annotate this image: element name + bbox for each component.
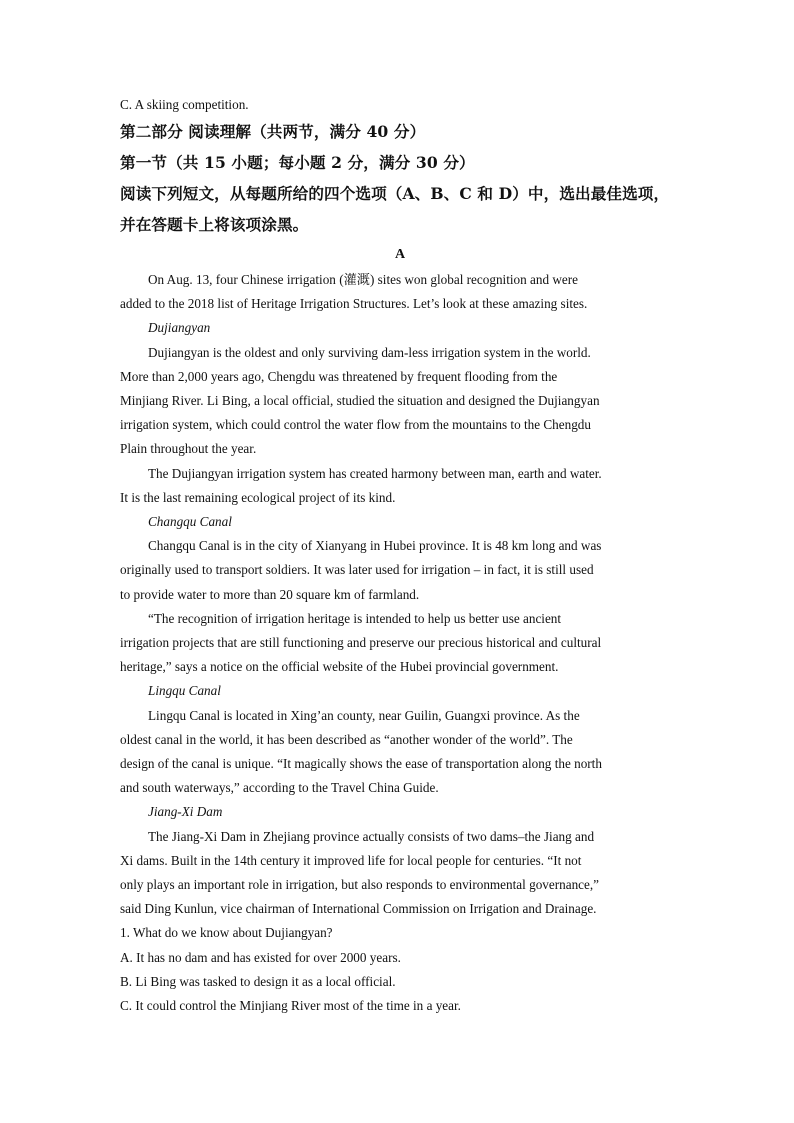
section-changqu <box>120 510 680 679</box>
paragraph-line: added to the 2018 list of Heritage Irrigation Structures. Let’s look at these amazing sites. <box>120 296 588 312</box>
paragraph-line: Dujiangyan is the oldest and only surviving dam-less irrigation system in the world. <box>148 344 591 360</box>
option-c: C. It could control the Minjiang River most of the time in a year. <box>120 998 461 1014</box>
paragraph-line: It is the last remaining ecological project of its kind. <box>120 489 396 505</box>
paragraph-line: to provide water to more than 20 square km of farmland. <box>120 586 420 602</box>
paragraph-line: On Aug. 13, four Chinese irrigation (灌溉) sites won global recognition and were <box>148 272 578 287</box>
question-stem: 1. What do we know about Dujiangyan? <box>120 925 333 941</box>
passage-intro <box>120 268 680 316</box>
exam-page <box>120 94 680 1018</box>
paragraph-line: “The recognition of irrigation heritage is intended to help us better use ancient <box>148 610 562 626</box>
paragraph-line: heritage,” says a notice on the official website of the Hubei provincial government. <box>120 659 559 675</box>
paragraph-line: Xi dams. Built in the 14th century it improved life for local people for centuries. “It not <box>120 852 582 868</box>
paragraph-line: irrigation projects that are still functioning and preserve our precious historical and cultural <box>120 635 602 651</box>
previous-question-option: C. A skiing competition. <box>120 97 249 112</box>
option-a: A. It has no dam and has existed for over 2000 years. <box>120 949 401 965</box>
paragraph-line: Changqu Canal is in the city of Xianyang in Hubei province. It is 48 km long and was <box>148 538 602 554</box>
paragraph-line: said Ding Kunlun, vice chairman of International Commission on Irrigation and Drainage. <box>120 901 597 917</box>
subheading: Lingqu Canal <box>148 683 221 699</box>
paragraph-line: Plain throughout the year. <box>120 441 257 457</box>
paragraph-line: The Dujiangyan irrigation system has created harmony between man, earth and water. <box>148 465 602 481</box>
subsection-title: 第一节（共 15 小题；每小题 2 分，满分 30 分） <box>120 153 475 172</box>
question-1 <box>120 921 680 1018</box>
section-lingqu <box>120 679 680 800</box>
paragraph-line: Minjiang River. Li Bing, a local official, studied the situation and designed the Dujiangyan <box>120 393 600 409</box>
paragraph-line: The Jiang-Xi Dam in Zhejiang province actually consists of two dams–the Jiang and <box>148 828 595 844</box>
section-title: 第二部分 阅读理解（共两节，满分 40 分） <box>120 122 426 141</box>
instruction-line-1: 阅读下列短文，从每题所给的四个选项（A、B、C 和 D）中，选出最佳选项， <box>120 184 670 203</box>
section-jiangxi <box>120 800 680 921</box>
subheading: Dujiangyan <box>148 320 211 336</box>
paragraph-line: originally used to transport soldiers. It was later used for irrigation – in fact, it is still used <box>120 562 594 578</box>
paragraph-line: oldest canal in the world, it has been described as “another wonder of the world”. The <box>120 731 573 747</box>
subheading: Jiang-Xi Dam <box>148 804 223 820</box>
paragraph-line: More than 2,000 years ago, Chengdu was threatened by frequent flooding from the <box>120 368 558 384</box>
paragraph-line: only plays an important role in irrigation, but also responds to environmental governance,” <box>120 877 600 893</box>
passage-label: A <box>394 247 406 262</box>
paragraph-line: irrigation system, which could control the water flow from the mountains to the Chengdu <box>120 417 591 433</box>
section-dujiangyan <box>120 316 680 510</box>
paragraph-line: design of the canal is unique. “It magically shows the ease of transportation along the north <box>120 756 602 772</box>
option-b: B. Li Bing was tasked to design it as a local official. <box>120 973 396 989</box>
instruction-line-2: 并在答题卡上将该项涂黑。 <box>120 215 309 234</box>
paragraph-line: Lingqu Canal is located in Xing’an county, near Guilin, Guangxi province. As the <box>148 707 580 723</box>
subheading: Changqu Canal <box>148 514 232 530</box>
paragraph-line: and south waterways,” according to the Travel China Guide. <box>120 780 439 796</box>
